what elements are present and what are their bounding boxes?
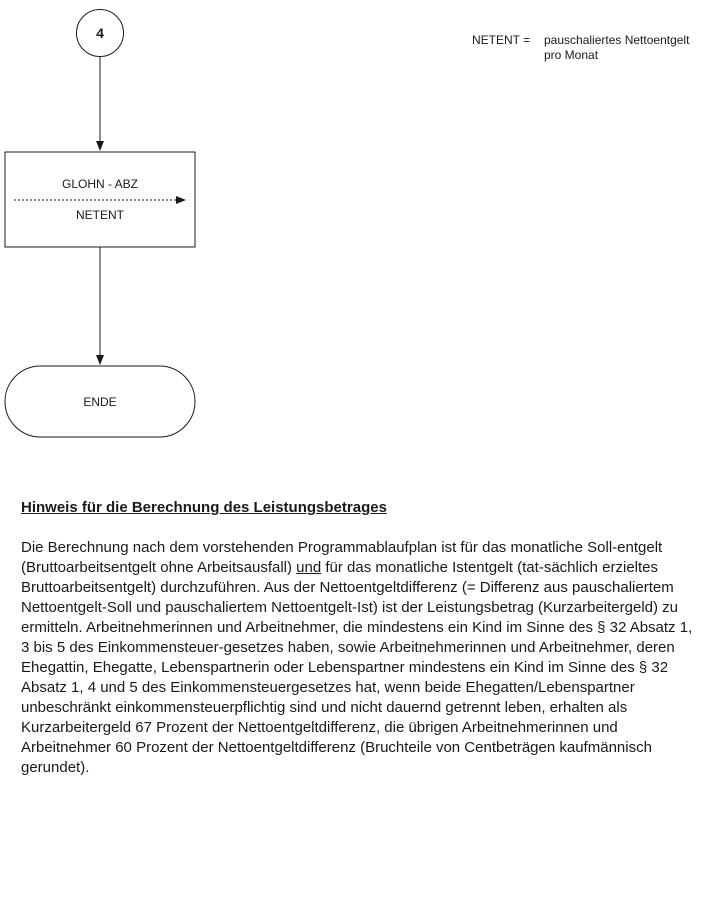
process-output-label: NETENT: [76, 208, 124, 222]
legend-key: NETENT =: [472, 33, 531, 47]
legend-value-line1: pauschaliertes Nettoentgelt: [544, 33, 690, 47]
process-box: [5, 152, 195, 247]
note-body-underlined: und: [296, 559, 322, 576]
terminator-label: ENDE: [83, 395, 117, 409]
note-body: [21, 538, 701, 778]
process-input-label: GLOHN - ABZ: [61, 177, 139, 191]
note-title: Hinweis für die Berechnung des Leistungsbetrages: [21, 499, 387, 516]
note-body-part2: für das monatliche Istentgelt (tat-sächlich erzieltes Bruttoarbeitsentgelt) durchzuführen. Aus der Nettoentgeltdifferenz (= Differenz aus pauschaliertem Nettoentgelt-Soll und pauschaliertem Nettoentgelt-Ist) ist der Leistungsbetrag (Kurzarbeitergeld) zu ermitteln. Arbeitnehmerinnen und Arbeitnehmer, die mindestens ein Kind im Sinne des § 32 Absatz 1, 3 bis 5 des Einkommensteuer-gesetzes haben, sowie Arbeitnehmerinnen und Arbeitnehmer, deren Ehegattin, Ehegatte, Lebenspartnerin oder Lebenspartner mindestens ein Kind im Sinne des § 32 Absatz 1, 4 und 5 des Einkommensteuergesetzes hat, wenn beide Ehegatten/Lebenspartner unbeschränkt einkommensteuerpflichtig sind und nicht dauernd getrennt leben, erhalten als Kurzarbeitergeld 67 Prozent der Nettoentgeltdifferenz, die übrigen Arbeitnehmerinnen und Arbeitnehmer 60 Prozent der Nettoentgeltdifferenz (Bruchteile von Centbeträgen kaufmännisch gerundet).: [21, 559, 693, 776]
legend-value: [544, 33, 714, 63]
legend: [472, 33, 714, 63]
connector-node: [77, 10, 124, 57]
legend-value-line2: pro Monat: [544, 48, 599, 62]
note-body-part1: Die Berechnung nach dem vorstehenden Programmablaufplan ist für das monatliche Soll-entgelt (Bruttoarbeitsentgelt ohne Arbeitsausfall): [21, 539, 663, 576]
terminator-node: [5, 366, 195, 437]
connector-label: 4: [96, 25, 104, 41]
